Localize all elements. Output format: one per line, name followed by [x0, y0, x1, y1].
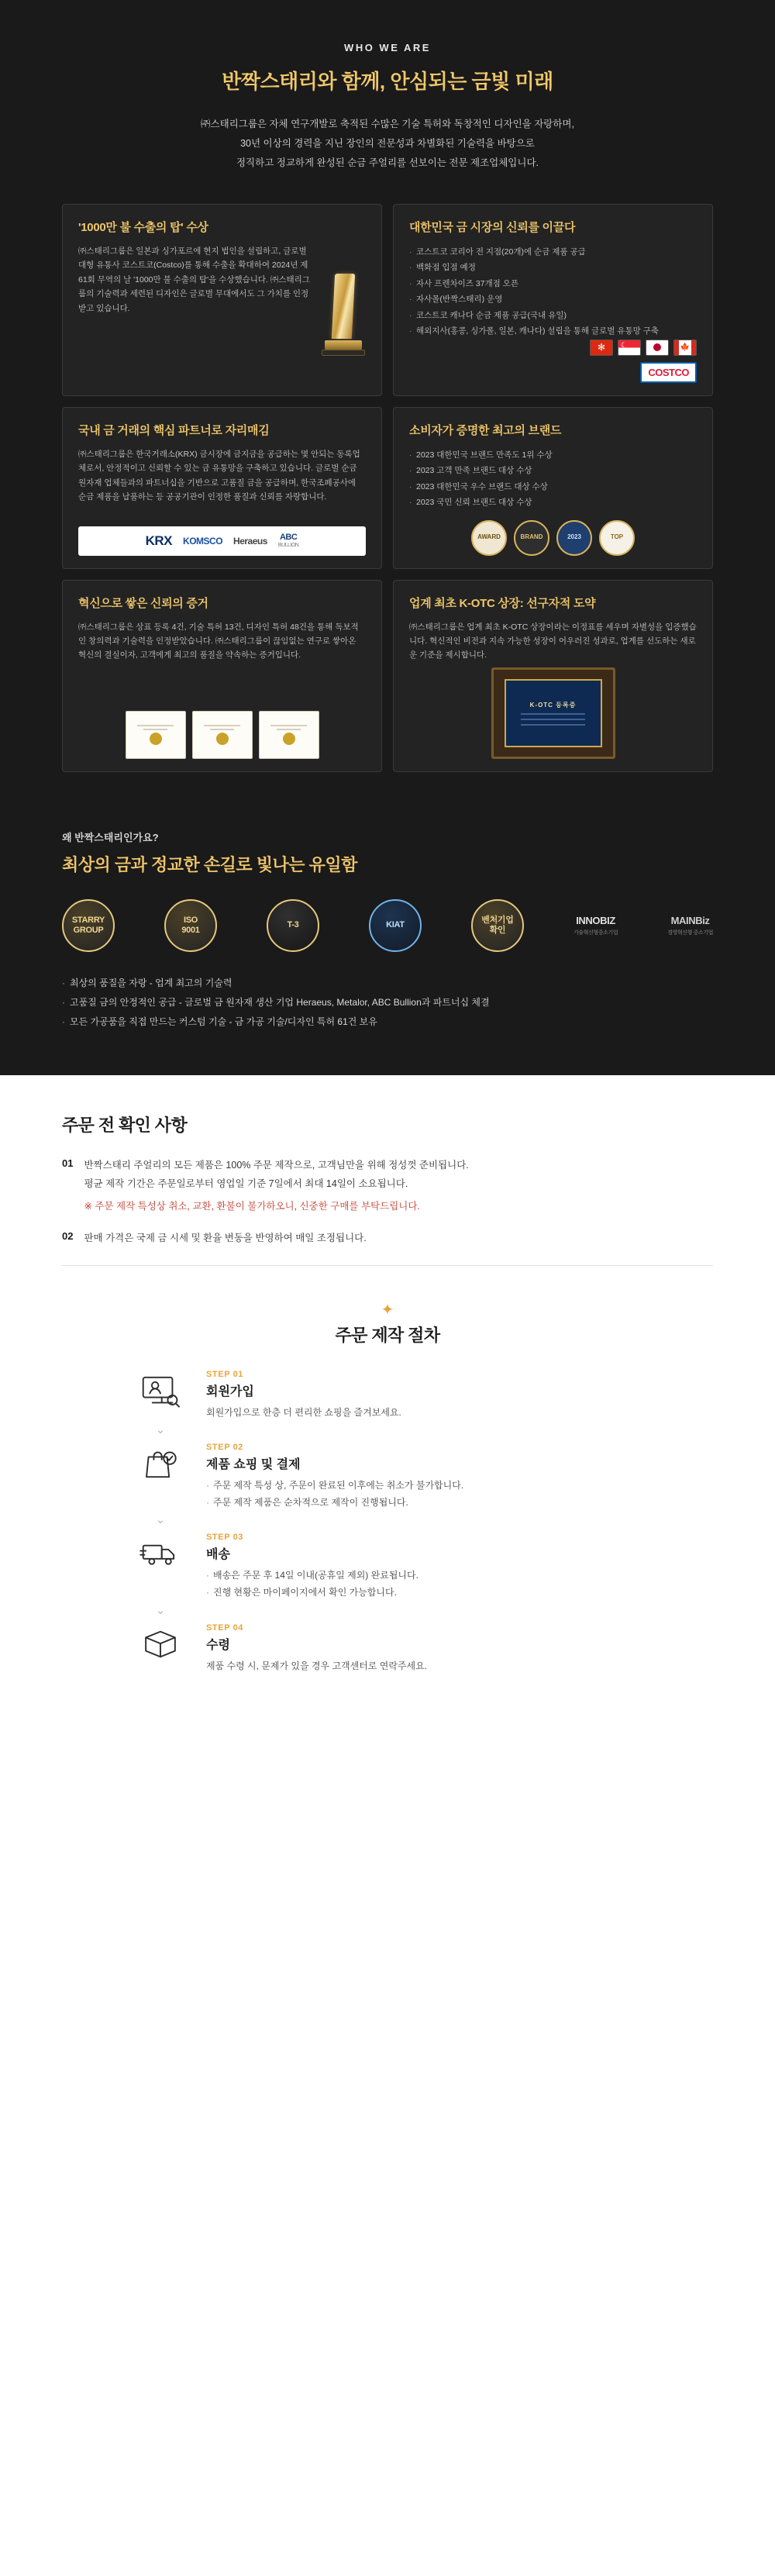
badge-kiat	[369, 898, 422, 953]
flag-group	[409, 340, 697, 383]
step-name: 수령	[206, 1638, 230, 1652]
list-item: · 고품질 금의 안정적인 공급 - 글로벌 금 원자재 생산 기업 Heraeus, Metalor, ABC Bullion과 파트너십 체결	[62, 993, 713, 1012]
card-brand-awards	[393, 407, 713, 569]
certificate-row	[78, 711, 366, 759]
why-section	[0, 822, 775, 1076]
krx-logo: KRX	[145, 533, 173, 548]
card-text: ㈜스태리그룹은 일본과 싱가포르에 현지 법인을 설립하고, 글로벌 대형 유통사 코스트코(Costco)를 통해 수출을 확대하여 2024년 제 61회 무역의 날 '1000만 불 수출의 탑'을 수상했습니다. ㈜스태리그룹의 기술력과 세련된 디자인은 글로벌 무대에서도 그 가치를 인정받고 있습니다.	[78, 247, 310, 313]
step-description	[206, 1477, 463, 1511]
starry-group-seal-icon: STARRY GROUP	[62, 899, 115, 952]
chevron-down-icon: ⌄	[155, 1603, 166, 1617]
notice-line: 반짝스태리 주얼리의 모든 제품은 100% 주문 제작으로, 고객님만을 위해 정성껏 준비됩니다.	[84, 1160, 469, 1171]
iso-9001-seal-icon: ISO 9001	[164, 899, 217, 952]
card-title: 소비자가 증명한 최고의 브랜드	[409, 423, 562, 437]
list-item: · 코스트코 코리아 전 지점(20개)에 순금 제품 공급	[409, 244, 659, 260]
costco-logo: COSTCO	[640, 362, 697, 383]
why-point-list	[62, 974, 713, 1033]
section-divider	[62, 1265, 713, 1266]
card-title: 국내 금 거래의 핵심 파트너로 자리매김	[78, 423, 270, 437]
badge-iso	[164, 898, 217, 953]
chevron-down-icon: ⌄	[155, 1422, 166, 1436]
badge-venture	[471, 898, 524, 953]
process-title: 주문 제작 절차	[335, 1325, 440, 1345]
truck-icon	[132, 1531, 189, 1576]
hero-description	[0, 115, 775, 173]
certificate-icon	[192, 711, 253, 759]
chevron-down-icon: ⌄	[155, 1513, 166, 1527]
list-item: · 자사 프렌차이즈 37개점 오픈	[409, 276, 659, 291]
monitor-user-icon	[132, 1368, 189, 1413]
list-item: · 자사몰(반짝스태리) 운영	[409, 291, 659, 307]
card-title: '1000만 불 수출의 탑' 수상	[78, 221, 208, 234]
certificate-icon	[126, 711, 186, 759]
badge-innobiz	[574, 898, 618, 953]
notice-line: 판매 가격은 국제 금 시세 및 환율 변동을 반영하여 매일 조정됩니다.	[84, 1232, 367, 1243]
card-title: 업계 최초 K-OTC 상장: 선구자적 도약	[409, 596, 596, 610]
why-title: 최상의 금과 정교한 손길로 빛나는 유일함	[62, 854, 357, 874]
process-step	[132, 1622, 643, 1674]
step-name: 회원가입	[206, 1385, 254, 1398]
card-text: ㈜스태리그룹은 업계 최초 K-OTC 상장이라는 이정표를 세우며 자별성을 입증했습니다. 혁신적인 비전과 지속 가능한 성장이 어우러진 성과로, 업계를 선도하는 새로운 기준을 제시합니다.	[409, 622, 697, 660]
innobiz-logo: INNOBIZ 기술혁신형중소기업	[573, 914, 618, 936]
hero-desc-line-2: 30년 이상의 경력을 지닌 장인의 전문성과 차별화된 기술력을 바탕으로	[240, 138, 535, 149]
venture-company-seal-icon: 벤처기업 확인	[471, 899, 524, 952]
sparkle-icon: ✦	[381, 1301, 394, 1319]
notice-number: 01	[62, 1157, 74, 1170]
badge-starry-group	[62, 898, 115, 953]
step-desc-line: · 주문 제작 특성 상, 주문이 완료된 이후에는 취소가 불가합니다.	[206, 1477, 463, 1494]
list-item: · 2023 국민 신뢰 브랜드 대상 수상	[409, 495, 553, 510]
process-step-list	[132, 1368, 643, 1674]
list-item: · 모든 가공품을 직접 만드는 커스텀 기술 - 금 가공 기술/디자인 특허 61건 보유	[62, 1012, 713, 1032]
step-label: STEP 03	[206, 1533, 244, 1543]
achievement-card-grid	[62, 204, 713, 772]
card-bullet-list	[409, 447, 553, 511]
kiat-seal-icon: KIAT	[369, 899, 422, 952]
step-description	[206, 1657, 427, 1674]
hero-eyebrow: WHO WE ARE	[344, 42, 431, 53]
package-icon	[132, 1622, 189, 1667]
shopping-bag-icon	[132, 1441, 189, 1486]
hero-desc-line-3: 정직하고 정교하게 완성된 순금 주얼리를 선보이는 전문 제조업체입니다.	[236, 157, 539, 168]
mainbiz-logo: MAINBiz 경영혁신형 중소기업	[667, 914, 713, 936]
card-patents	[62, 580, 382, 772]
badge-t3	[267, 898, 319, 953]
pre-order-notice-section	[0, 1075, 775, 1273]
card-bullet-list	[409, 244, 659, 340]
step-label: STEP 01	[206, 1369, 244, 1379]
notice-list	[62, 1157, 713, 1247]
process-step	[132, 1368, 643, 1421]
kotc-plaque-icon	[491, 667, 615, 759]
list-item: · 백화점 입점 예정	[409, 260, 659, 275]
step-desc-line: · 진행 현황은 마이페이지에서 확인 가능합니다.	[206, 1584, 418, 1601]
list-item: · 2023 고객 만족 브랜드 대상 수상	[409, 463, 553, 478]
step-label: STEP 02	[206, 1442, 244, 1452]
card-text: ㈜스태리그룹은 상표 등록 4건, 기술 특허 13건, 디자인 특허 48건을 통해 독보적인 창의력과 기술력을 인정받았습니다. ㈜스태리그룹이 끊임없는 연구로 쌓아온 혁신의 결실이자, 고객에게 최고의 품질을 약속하는 증거입니다.	[78, 622, 359, 660]
list-item: · 해외지사(홍콩, 싱가폴, 일본, 캐나다) 설립을 통해 글로벌 유통망 구축	[409, 323, 659, 339]
step-desc-line: 제품 수령 시, 문제가 있을 경우 고객센터로 연락주세요.	[206, 1660, 428, 1671]
step-desc-line: 회원가입으로 한층 더 편리한 쇼핑을 즐겨보세요.	[206, 1406, 401, 1418]
list-item: · 2023 대한민국 브랜드 만족도 1위 수상	[409, 447, 553, 463]
abc-bullion-logo: ABC BULLION	[277, 533, 299, 548]
award-emblem-row	[409, 520, 697, 556]
card-kotc-listing	[393, 580, 713, 772]
award-emblem-icon: AWARD	[471, 520, 507, 556]
plaque-title: K-OTC 등록증	[529, 701, 577, 709]
order-process-section	[0, 1274, 775, 1718]
step-desc-line: · 주문 제작 제품은 순차적으로 제작이 진행됩니다.	[206, 1494, 463, 1511]
notice-warning: ※ 주문 제작 특성상 취소, 교환, 환불이 불가하오니, 신중한 구매를 부탁드립니다.	[84, 1200, 420, 1212]
card-text: ㈜스태리그룹은 한국거래소(KRX) 금시장에 금지금을 공급하는 몇 안되는 동록업체로서, 안정적이고 신뢰할 수 있는 금 유통망을 구축하고 있습니다. 글로벌 순금 원자재 업체들과의 파트너십을 기반으로 고품질 금을 공급하며, 한국조폐공사에 순금 제품을 납품하는 등 공공기관이 인정한 품질과 신뢰를 자랑합니다.	[78, 449, 360, 502]
page-title: 반짝스태리와 함께, 안심되는 금빛 미래	[222, 70, 553, 93]
award-emblem-icon: TOP	[599, 520, 635, 556]
notice-item	[62, 1157, 713, 1212]
step-description	[206, 1567, 418, 1601]
step-desc-line: · 배송은 주문 후 14일 이내(공휴일 제외) 완료됩니다.	[206, 1567, 418, 1584]
t3-seal-icon: T-3	[267, 899, 319, 952]
process-step	[132, 1531, 643, 1601]
list-item: · 최상의 품질을 자랑 - 업계 최고의 기술력	[62, 974, 713, 993]
certificate-icon	[259, 711, 319, 759]
singapore-flag-icon	[618, 340, 641, 356]
canada-flag-icon	[673, 340, 697, 356]
notice-title: 주문 전 확인 사항	[62, 1116, 188, 1136]
list-item: · 2023 대한민국 우수 브랜드 대상 수상	[409, 479, 553, 495]
award-emblem-icon: 2023	[556, 520, 592, 556]
notice-line: 평균 제작 기간은 주문일로부터 영업일 기준 7일에서 최대 14일이 소요됩니다.	[84, 1178, 408, 1190]
notice-item	[62, 1229, 713, 1248]
process-step	[132, 1441, 643, 1511]
trophy-icon	[321, 244, 366, 383]
certification-badge-row	[62, 898, 713, 953]
card-title: 대한민국 금 시장의 신뢰를 이끌다	[409, 221, 576, 234]
step-name: 배송	[206, 1548, 230, 1562]
japan-flag-icon	[646, 340, 669, 356]
partner-logo-row	[78, 526, 366, 556]
list-item: · 코스트코 캐나다 순금 제품 공급(국내 유일)	[409, 308, 659, 323]
hero-desc-line-1: ㈜스태리그룹은 자체 연구개발로 축적된 수많은 기술 특허와 독창적인 디자인을 자랑하며,	[201, 119, 574, 129]
notice-number: 02	[62, 1229, 74, 1242]
why-eyebrow: 왜 반짝스태리인가요?	[62, 831, 159, 843]
card-title: 혁신으로 쌓은 신뢰의 증거	[78, 596, 208, 610]
heraeus-logo: Heraeus	[233, 535, 267, 547]
card-market-trust	[393, 204, 713, 396]
step-label: STEP 04	[206, 1623, 244, 1633]
hong-kong-flag-icon	[590, 340, 613, 356]
step-name: 제품 쇼핑 및 결제	[206, 1457, 301, 1471]
card-gold-partner	[62, 407, 382, 569]
who-we-are-section	[0, 0, 775, 822]
award-emblem-icon: BRAND	[514, 520, 549, 556]
badge-mainbiz	[667, 898, 713, 953]
komsco-logo: KOMSCO	[183, 535, 223, 547]
step-description	[206, 1404, 401, 1421]
card-export-award	[62, 204, 382, 396]
